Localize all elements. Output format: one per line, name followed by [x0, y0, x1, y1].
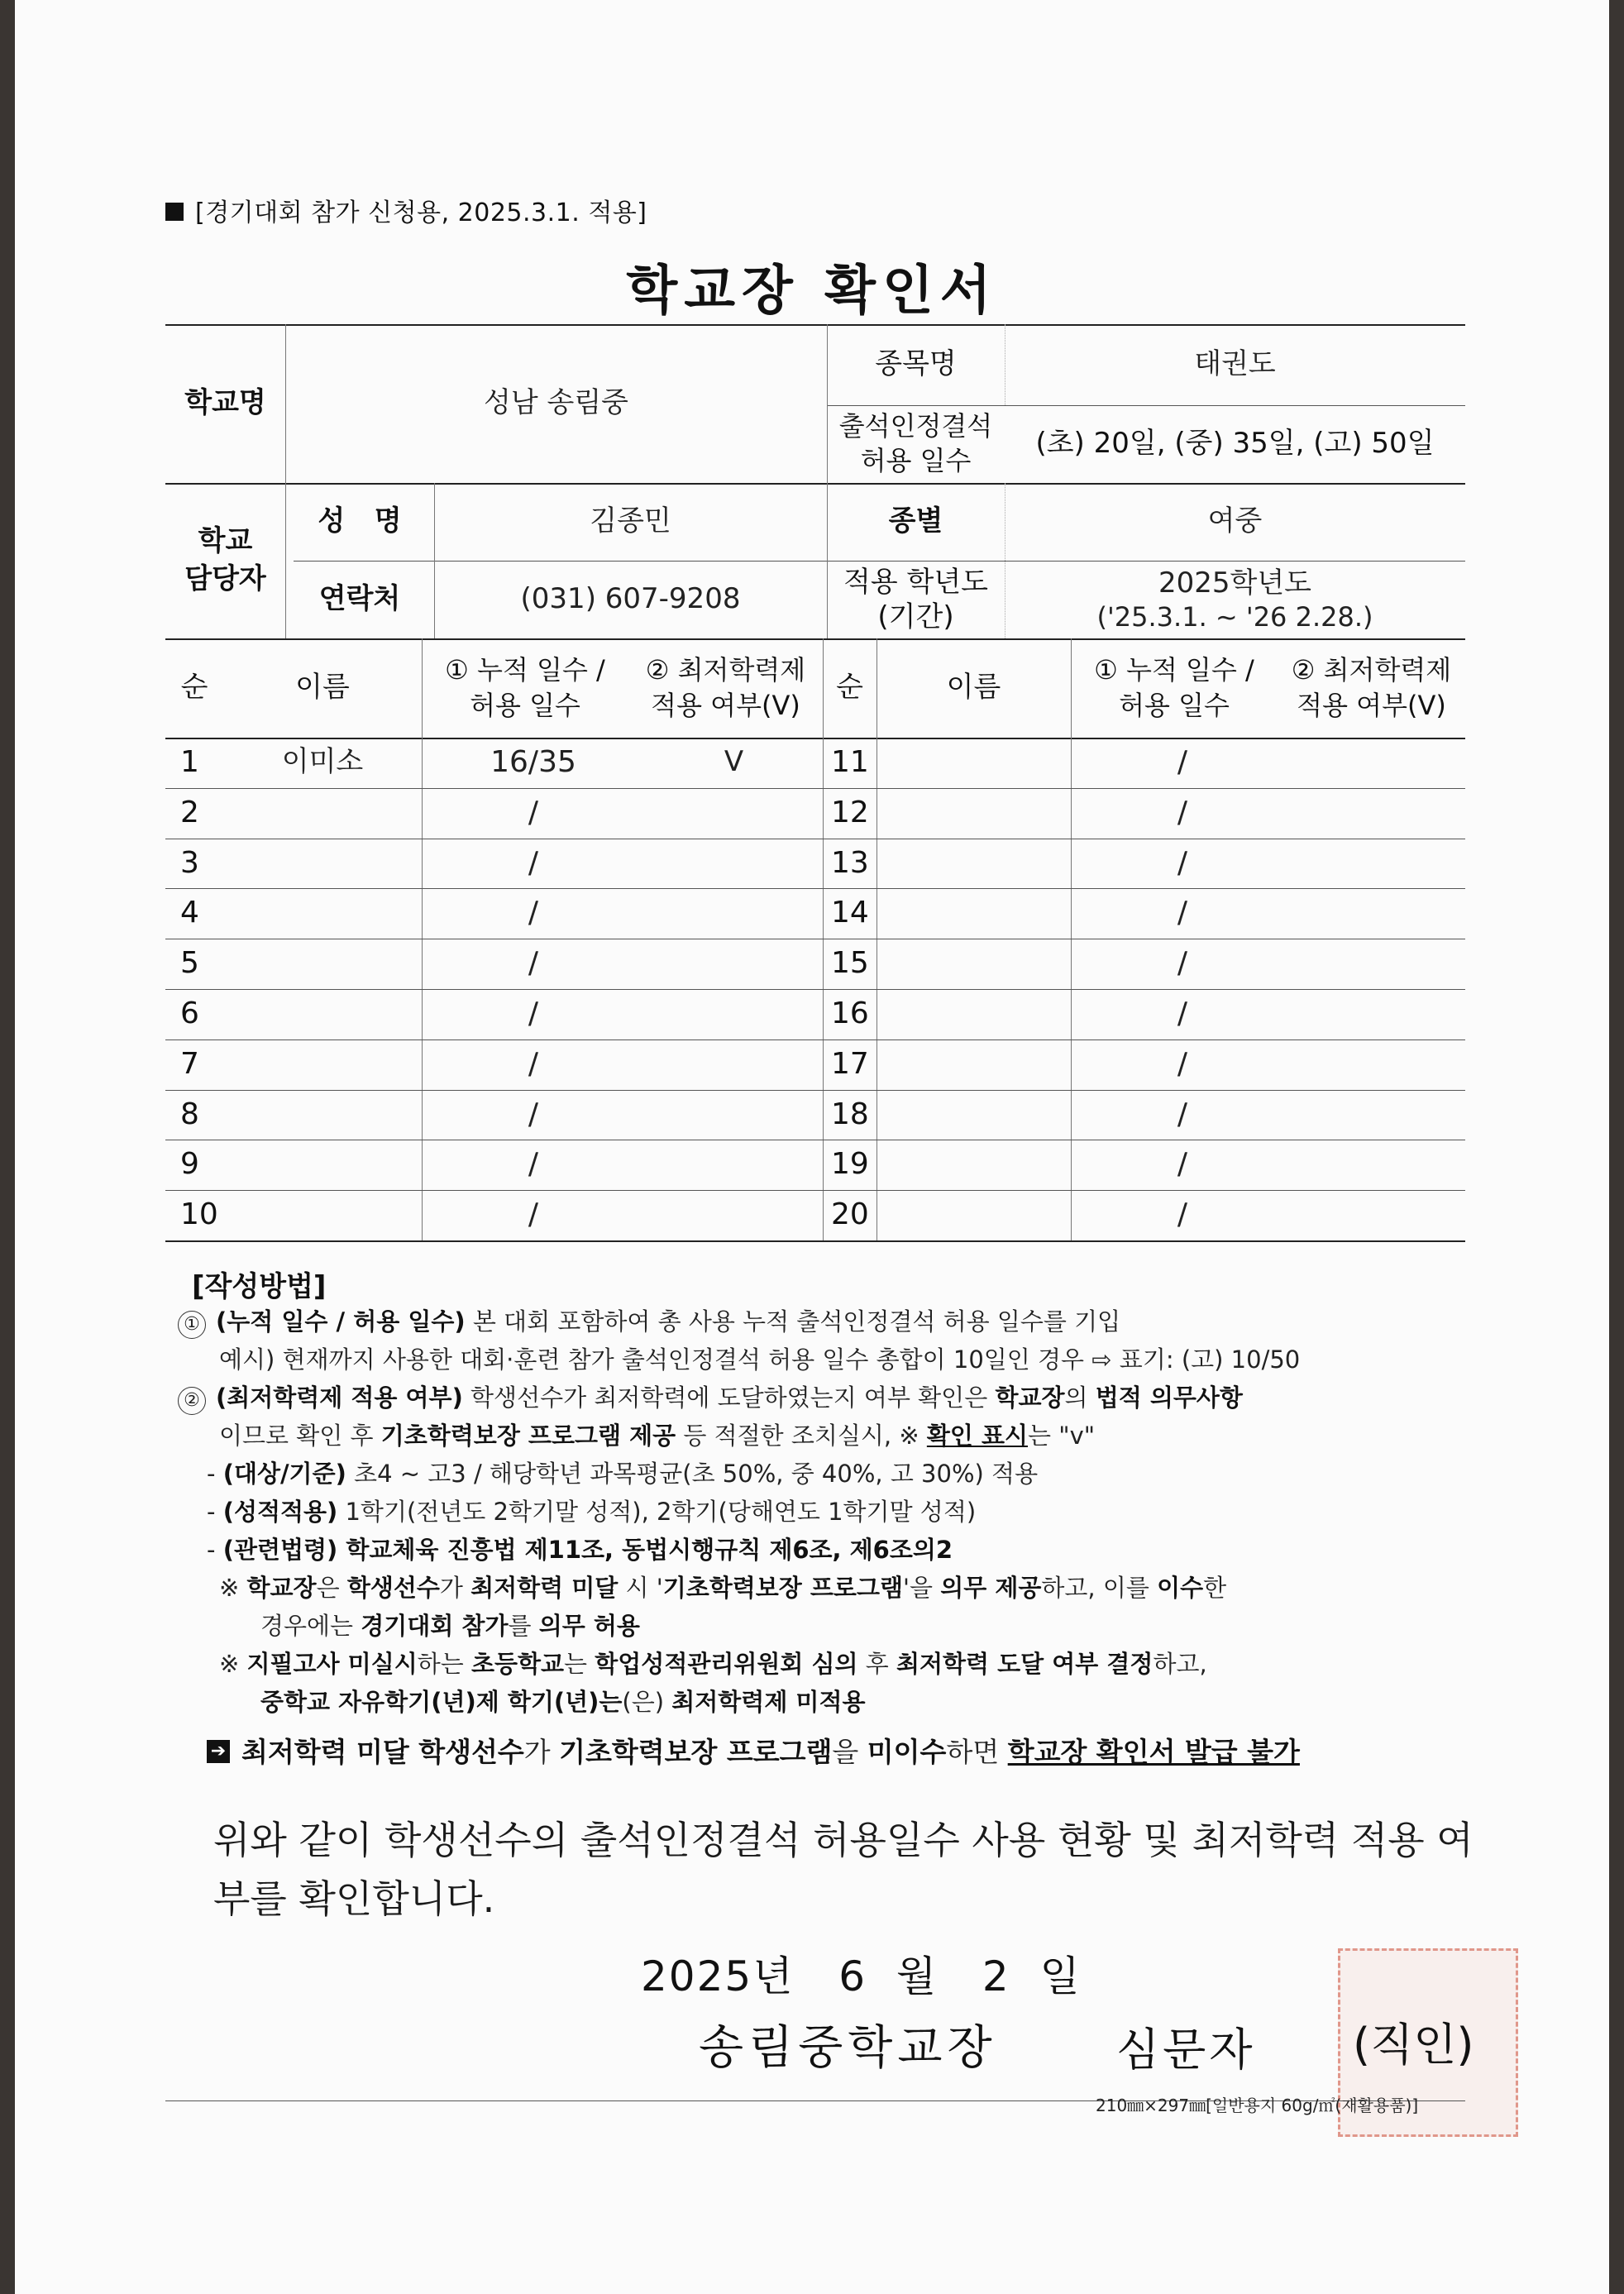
row-days: / [528, 795, 539, 829]
row-name [876, 939, 1071, 989]
row-name [240, 1039, 405, 1090]
row-name [876, 839, 1071, 889]
allow-value: (초) 20일, (중) 35일, (고) 50일 [1035, 427, 1435, 461]
row-check [1294, 788, 1465, 839]
row-days: 16/35 [490, 745, 576, 780]
seal-label: (직인) [1353, 2019, 1474, 2071]
row-name [876, 888, 1071, 939]
row-number: 18 [831, 1097, 869, 1131]
row-name [876, 1140, 1071, 1190]
category-value: 여중 [1207, 504, 1263, 538]
row-check [645, 1090, 823, 1140]
row-number: 14 [831, 896, 869, 930]
row-number: 10 [180, 1197, 218, 1232]
row-days: / [528, 996, 539, 1031]
confirm-statement: 위와 같이 학생선수의 출석인정결석 허용일수 사용 현황 및 최저학력 적용 여부를 확인합니다. [213, 1818, 1474, 1922]
school-label: 학교명 [184, 386, 266, 420]
row-days: / [1177, 996, 1188, 1031]
row-days: / [1177, 1097, 1188, 1131]
event-value: 태권도 [1194, 347, 1276, 381]
row-name [240, 1140, 405, 1190]
allow-label: 출석인정결석 허용 일수 [838, 410, 993, 476]
row-name [876, 738, 1071, 788]
row-check [645, 788, 823, 839]
paper-spec-footer: 210㎜×297㎜[일반용지 60g/㎡(재활용품)] [1096, 2096, 1419, 2115]
row-number: 7 [180, 1046, 199, 1081]
row-name [876, 788, 1071, 839]
row-number: 19 [831, 1147, 869, 1182]
detail-law: - (관련법령) 학교체육 진흥법 제11조, 동법시행규칙 제6조, 제6조의2 [207, 1536, 953, 1564]
row-days: / [1177, 845, 1188, 880]
issue-date: 2025년 6 월 2 일 [641, 1952, 1082, 2000]
row-number: 12 [831, 795, 869, 829]
name-value: 김종민 [590, 504, 671, 538]
row-days: / [1177, 795, 1188, 829]
manager-label: 학교 담당자 [184, 524, 266, 595]
note-2-line2: 중학교 자유학기(년)제 학기(년)는(은) 최저학력제 미적용 [260, 1688, 866, 1716]
row-name [876, 1190, 1071, 1240]
school-value: 성남 송림중 [483, 386, 629, 420]
final-warning: ➔ 최저학력 미달 학생선수가 기초학력보장 프로그램을 미이수하면 학교장 확인서 발급 불가 [207, 1735, 1300, 1771]
col-min-right: ② 최저학력제 적용 여부(V) [1291, 653, 1452, 721]
row-name [876, 1090, 1071, 1140]
col-no-right: 순 [836, 671, 863, 705]
row-number: 5 [180, 946, 199, 981]
detail-target: - (대상/기준) 초4 ~ 고3 / 해당학년 과목평균(초 50%, 중 40%, 고 30%) 적용 [207, 1460, 1039, 1488]
row-days: / [1177, 896, 1188, 930]
row-number: 4 [180, 896, 199, 930]
row-check [645, 939, 823, 989]
row-check: V [724, 745, 744, 779]
row-check [645, 839, 823, 889]
method-title: [작성방법] [192, 1270, 327, 1303]
row-check [645, 888, 823, 939]
row-check [645, 1140, 823, 1190]
row-check [645, 989, 823, 1039]
row-check [1294, 738, 1465, 788]
row-name [240, 788, 405, 839]
signer-school: 송림중학교장 [699, 2021, 997, 2075]
row-check [1294, 839, 1465, 889]
row-days: / [528, 1197, 539, 1232]
note-2: ※ 지필고사 미실시하는 초등학교는 학업성적관리위원회 심의 후 최저학력 도달 여부 결정하고, [219, 1650, 1207, 1678]
col-name-right: 이름 [946, 671, 1001, 705]
year-value: 2025학년도 ('25.3.1. ~ '26 2.28.) [1096, 566, 1373, 633]
row-name [876, 989, 1071, 1039]
row-days: / [528, 1097, 539, 1131]
row-check [1294, 1190, 1465, 1240]
col-name-left: 이름 [295, 671, 350, 705]
row-number: 8 [180, 1097, 199, 1131]
arrow-right-icon: ➔ [207, 1740, 230, 1763]
col-days-right: ① 누적 일수 / 허용 일수 [1094, 653, 1254, 721]
note-1-line2: 경우에는 경기대회 참가를 의무 허용 [260, 1612, 640, 1640]
row-check [1294, 888, 1465, 939]
contact-value: (031) 607-9208 [520, 582, 741, 616]
row-number: 3 [180, 845, 199, 880]
row-number: 17 [831, 1046, 869, 1081]
row-name [240, 939, 405, 989]
row-days: / [528, 946, 539, 981]
row-check [1294, 1090, 1465, 1140]
row-check [1294, 1140, 1465, 1190]
row-check [1294, 939, 1465, 989]
document-title: 학교장 확인서 [626, 260, 998, 322]
row-days: / [1177, 946, 1188, 981]
row-number: 1 [180, 745, 199, 780]
row-days: / [1177, 1046, 1188, 1081]
row-days: / [1177, 1197, 1188, 1232]
row-name [876, 1039, 1071, 1090]
col-min-left: ② 최저학력제 적용 여부(V) [645, 653, 806, 721]
row-name: 이미소 [281, 745, 364, 779]
row-number: 15 [831, 946, 869, 981]
row-check [645, 1039, 823, 1090]
row-days: / [1177, 745, 1188, 780]
signer-name: 심문자 [1116, 2024, 1256, 2076]
instruction-1: ① (누적 일수 / 허용 일수) 본 대회 포함하여 총 사용 누적 출석인정결석 허용 일수를 기입 [178, 1307, 1120, 1339]
header-note: [경기대회 참가 신청용, 2025.3.1. 적용] [165, 192, 647, 228]
name-label: 성 명 [318, 504, 402, 538]
row-name [240, 989, 405, 1039]
row-name [240, 1190, 405, 1240]
row-check [1294, 989, 1465, 1039]
year-label: 적용 학년도 (기간) [843, 565, 989, 633]
row-check [645, 1190, 823, 1240]
event-label: 종목명 [875, 347, 957, 381]
row-days: / [528, 845, 539, 880]
row-check [1294, 1039, 1465, 1090]
category-label: 종별 [888, 504, 943, 538]
instruction-2: ② (최저학력제 적용 여부) 학생선수가 최저학력에 도달하였는지 여부 확인은 학교장의 법적 의무사항 [178, 1383, 1243, 1415]
detail-grades: - (성적적용) 1학기(전년도 2학기말 성적), 2학기(당해연도 1학기말 성적) [207, 1498, 977, 1526]
row-name [240, 888, 405, 939]
row-number: 6 [180, 996, 199, 1031]
row-days: / [1177, 1147, 1188, 1182]
row-days: / [528, 1147, 539, 1182]
row-name [240, 1090, 405, 1140]
row-number: 2 [180, 795, 199, 829]
instruction-2-line2: 이므로 확인 후 기초학력보장 프로그램 제공 등 적절한 조치실시, ※ 확인 표시는 "v" [219, 1422, 1096, 1450]
row-days: / [528, 1046, 539, 1081]
instruction-1-example: 예시) 현재까지 사용한 대회·훈련 참가 출석인정결석 허용 일수 총합이 10일인 경우 ⇨ 표기: (고) 10/50 [219, 1345, 1301, 1374]
col-no-left: 순 [180, 671, 208, 705]
square-bullet-icon [165, 203, 184, 221]
col-days-left: ① 누적 일수 / 허용 일수 [445, 653, 605, 721]
row-number: 16 [831, 996, 869, 1031]
note-1: ※ 학교장은 학생선수가 최저학력 미달 시 '기초학력보장 프로그램'을 의무 제공하고, 이를 이수한 [219, 1574, 1227, 1602]
row-number: 13 [831, 845, 869, 880]
row-days: / [528, 896, 539, 930]
row-number: 9 [180, 1147, 199, 1182]
contact-label: 연락처 [318, 582, 401, 616]
row-number: 11 [831, 745, 869, 780]
row-name [240, 839, 405, 889]
row-number: 20 [831, 1197, 869, 1232]
